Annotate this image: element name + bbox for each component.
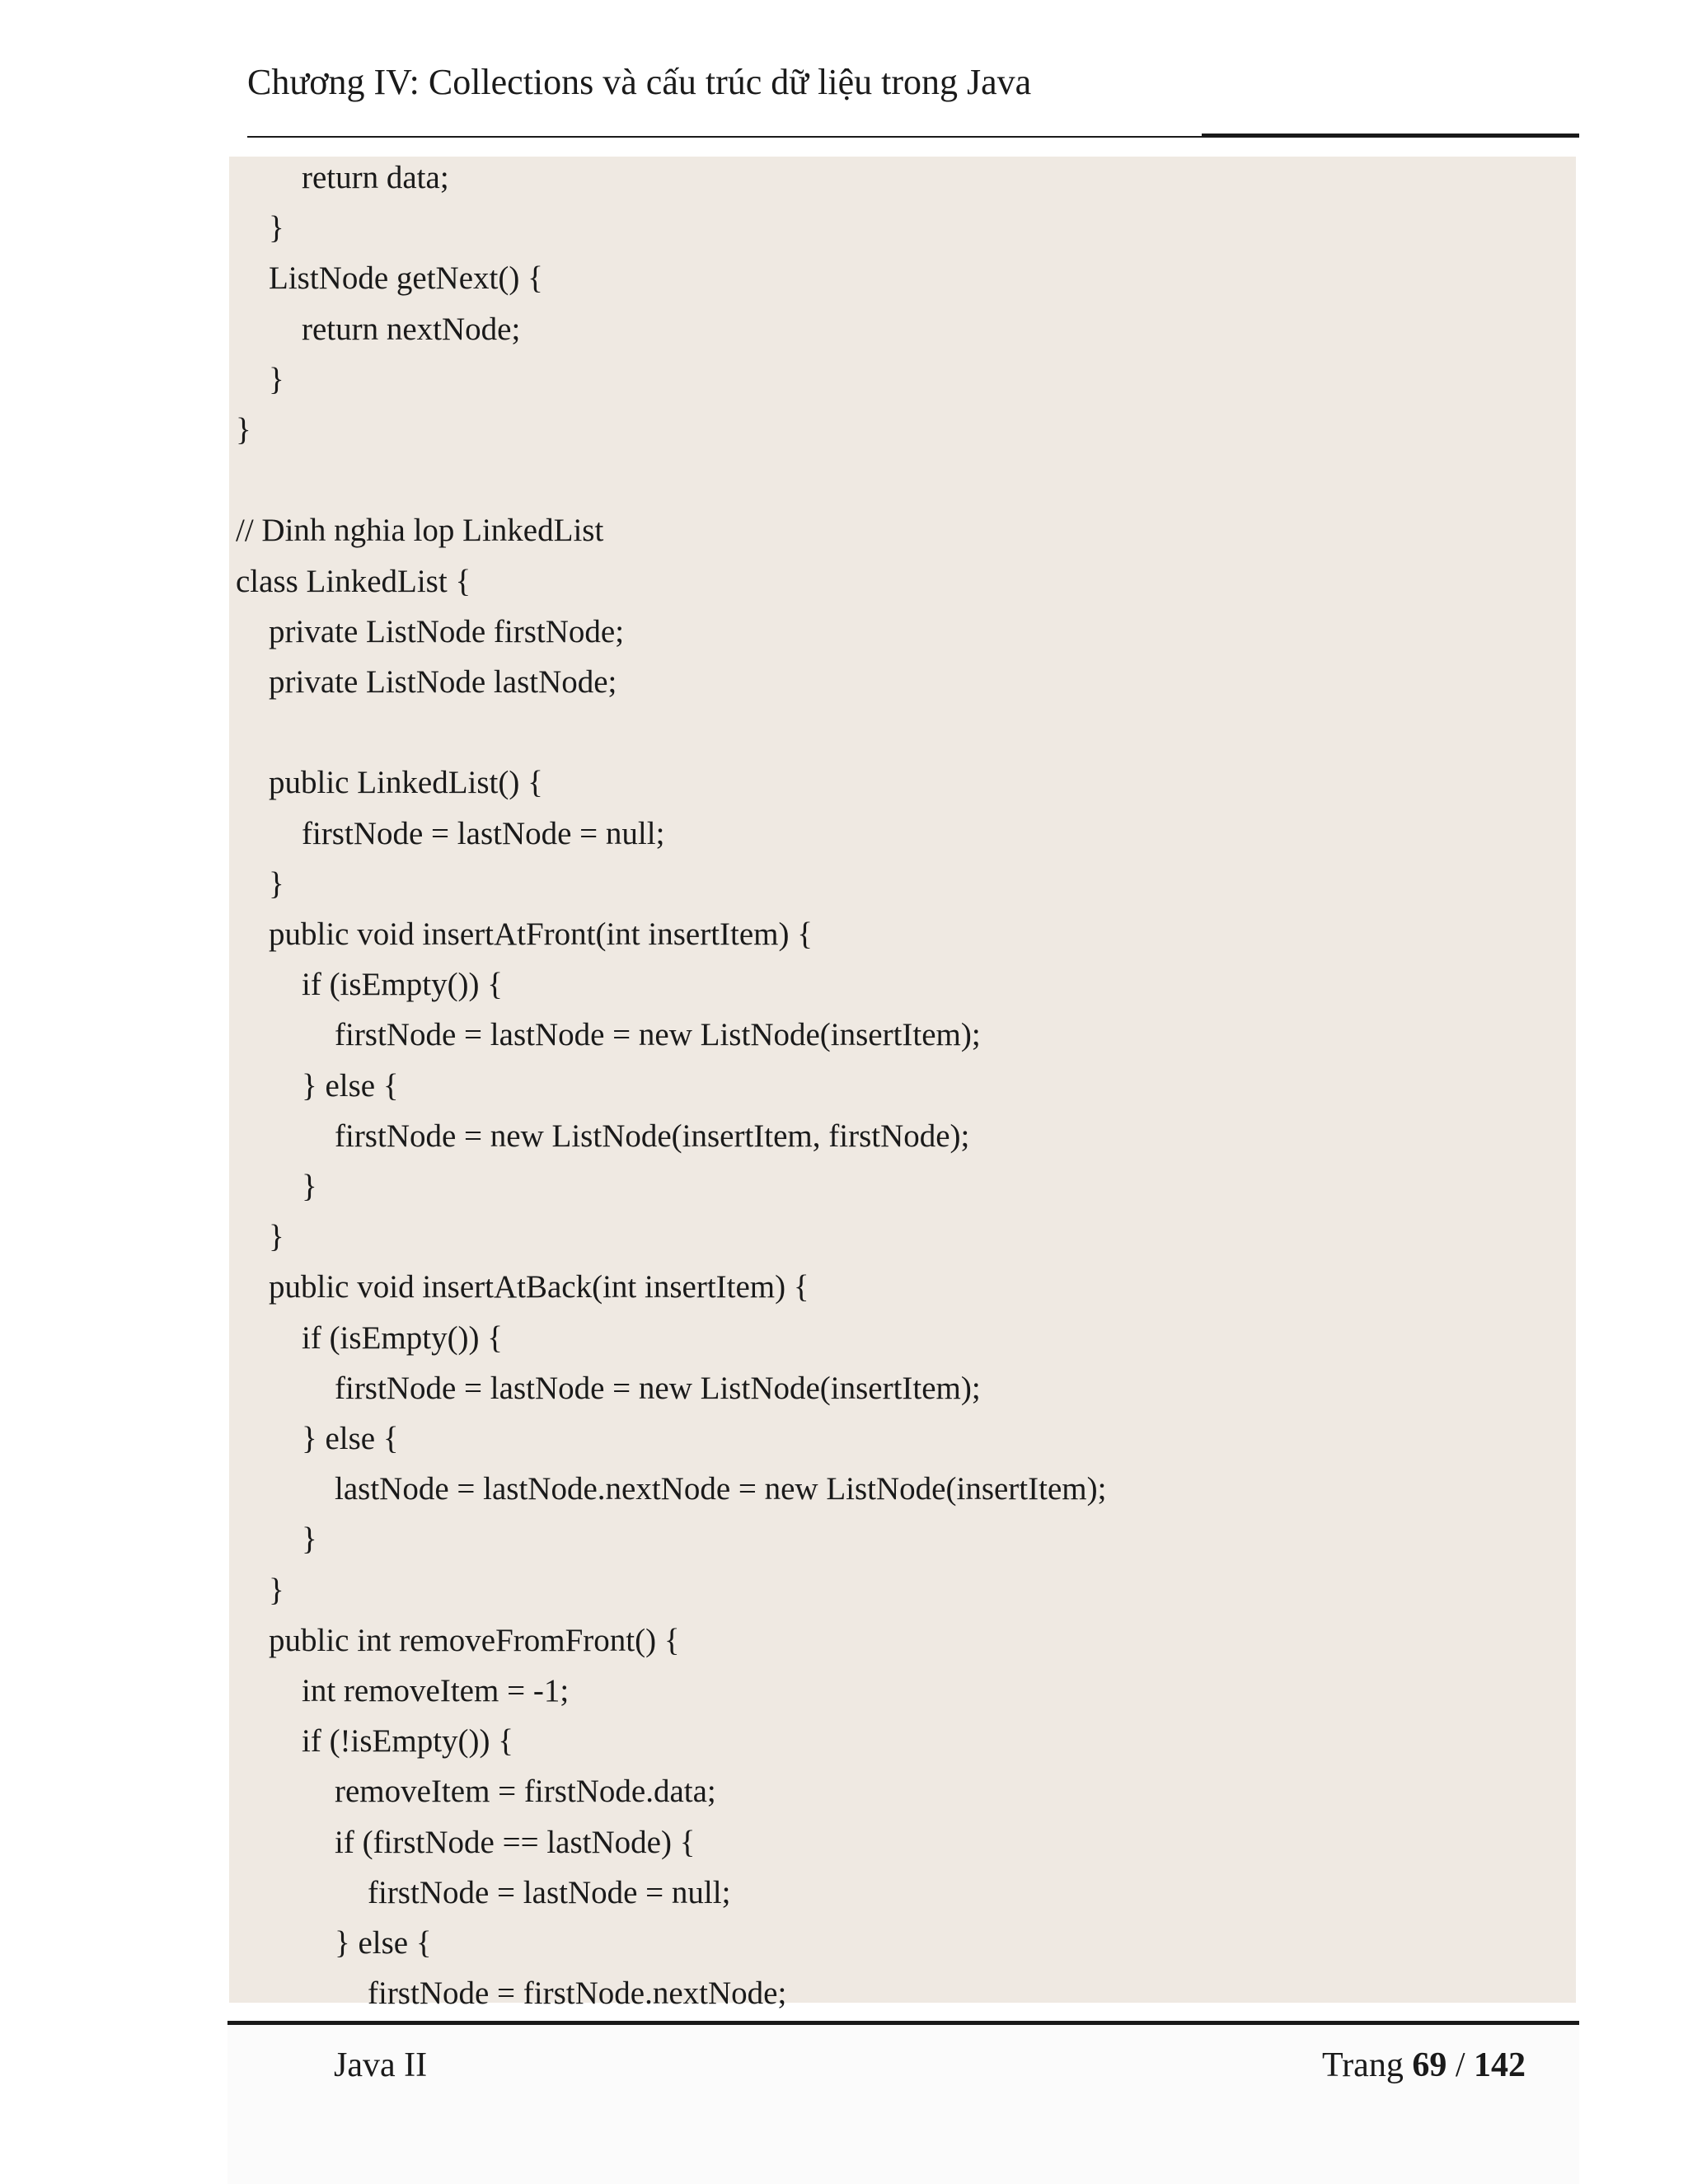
code-line: }	[236, 412, 251, 448]
page-number-separator: /	[1455, 2046, 1465, 2084]
code-line: firstNode = lastNode = new ListNode(insertItem);	[335, 1370, 981, 1406]
code-line: removeItem = firstNode.data;	[335, 1774, 716, 1810]
code-line: }	[269, 210, 284, 246]
code-line: public int removeFromFront() {	[269, 1622, 680, 1658]
code-line: if (firstNode == lastNode) {	[335, 1824, 696, 1860]
footer-book-title: Java II	[334, 2046, 428, 2084]
code-block	[229, 157, 1576, 2012]
code-line: return nextNode;	[302, 311, 521, 347]
header-divider	[247, 136, 1202, 138]
code-line: }	[269, 1572, 284, 1608]
code-line: private ListNode lastNode;	[269, 664, 617, 700]
code-line: int removeItem = -1;	[302, 1673, 570, 1708]
code-line: public void insertAtFront(int insertItem) {	[269, 916, 813, 952]
code-line: public LinkedList() {	[269, 765, 543, 801]
code-line: lastNode = lastNode.nextNode = new ListNode(insertItem);	[335, 1471, 1107, 1507]
code-line: }	[269, 1219, 284, 1255]
header-divider-thick	[1202, 134, 1579, 138]
page-number-current: 69	[1412, 2046, 1447, 2084]
code-line: firstNode = lastNode = null;	[368, 1874, 731, 1910]
code-line: } else {	[335, 1925, 432, 1961]
code-line: }	[269, 865, 284, 902]
code-line: } else {	[302, 1421, 399, 1456]
code-line: firstNode = lastNode = null;	[302, 815, 665, 851]
code-line: if (isEmpty()) {	[302, 1319, 503, 1356]
code-line: // Dinh nghia lop LinkedList	[236, 513, 604, 549]
code-line: private ListNode firstNode;	[269, 613, 625, 649]
code-line: } else {	[302, 1067, 399, 1104]
code-line: public void insertAtBack(int insertItem) {	[269, 1269, 809, 1305]
code-line: firstNode = lastNode = new ListNode(insertItem);	[335, 1017, 981, 1053]
code-line: if (!isEmpty()) {	[302, 1723, 513, 1760]
code-line: }	[269, 361, 284, 397]
code-line: }	[302, 1521, 317, 1558]
page-number-prefix: Trang	[1322, 2046, 1404, 2084]
code-line: firstNode = firstNode.nextNode;	[368, 1975, 787, 2012]
code-line: if (isEmpty()) {	[302, 967, 503, 1003]
page-number-total: 142	[1474, 2046, 1526, 2084]
page-number	[1322, 2048, 1526, 2083]
code-line: return data;	[302, 160, 449, 195]
code-line: firstNode = new ListNode(insertItem, firstNode);	[335, 1118, 970, 1154]
code-line: ListNode getNext() {	[269, 260, 543, 297]
code-line: class LinkedList {	[236, 563, 471, 599]
code-line: }	[302, 1169, 317, 1204]
page-header-title: Chương IV: Collections và cấu trúc dữ liệu trong Java	[247, 62, 1032, 102]
